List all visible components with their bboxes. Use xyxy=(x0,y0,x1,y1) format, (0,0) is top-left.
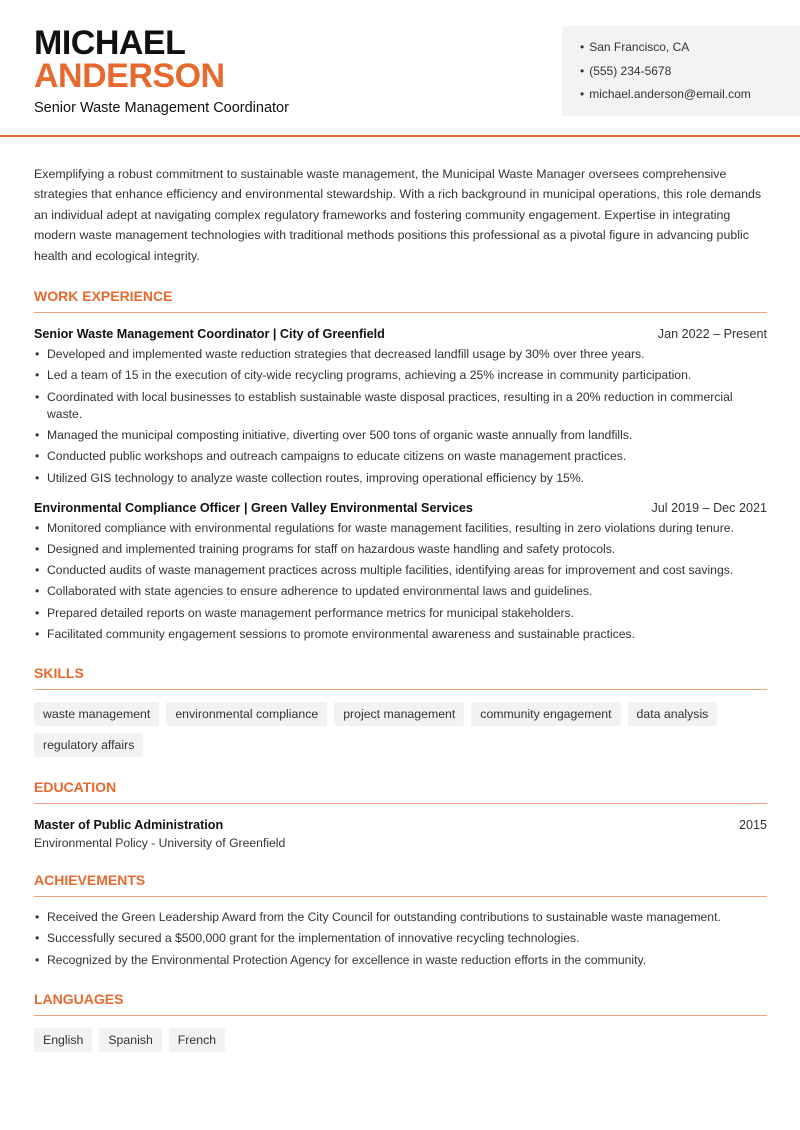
skill-tag: data analysis xyxy=(628,702,718,726)
education-detail: Environmental Policy - University of Greenfield xyxy=(34,836,286,850)
achievement-item: • Recognized by the Environmental Protection Agency for excellence in waste reduction efforts in the community. xyxy=(34,952,767,969)
bullet-item: • Utilized GIS technology to analyze waste collection routes, improving operational efficiency by 15%. xyxy=(34,470,767,487)
skill-tag: waste management xyxy=(34,702,159,726)
achievement-item: • Received the Green Leadership Award from the City Council for outstanding contributions to sustainable waste management. xyxy=(34,909,767,926)
header-divider xyxy=(0,135,800,137)
contact-box xyxy=(562,26,800,116)
bullet-item: • Coordinated with local businesses to establish sustainable waste disposal practices, resulting in a 20% reduction in commercial waste. xyxy=(34,389,767,423)
job-title: Senior Waste Management Coordinator xyxy=(34,100,289,116)
job-role: Environmental Compliance Officer | Green Valley Environmental Services xyxy=(34,500,473,515)
education-year: 2015 xyxy=(738,818,767,832)
language-tag: English xyxy=(34,1028,92,1052)
contact-location: • San Francisco, CA xyxy=(580,39,800,63)
language-tag: French xyxy=(169,1028,225,1052)
section-heading-work: WORK EXPERIENCE xyxy=(34,288,767,313)
skill-tag: regulatory affairs xyxy=(34,733,143,757)
job-header xyxy=(34,327,767,341)
bullet-item: • Monitored compliance with environmental regulations for waste management facilities, resulting in zero violations during tenure. xyxy=(34,520,767,537)
section-heading-languages: LANGUAGES xyxy=(34,991,767,1016)
summary: Exemplifying a robust commitment to sustainable waste management, the Municipal Waste Manager oversees comprehensive strategies that enhance efficiency and environmental stewardship. With a rich background in municipal operations, this role demands an individual adept at navigating complex regulatory frameworks and fostering community engagement. Expertise in integrating modern waste management technologies with traditional methods positions this professional as a pivotal figure in advancing public health and ecological integrity. xyxy=(34,167,762,263)
bullet-item: • Conducted public workshops and outreach campaigns to educate citizens on waste management practices. xyxy=(34,448,767,465)
bullet-item: • Collaborated with state agencies to ensure adherence to updated environmental laws and guidelines. xyxy=(34,583,767,600)
skill-tag: environmental compliance xyxy=(166,702,327,726)
degree: Master of Public Administration xyxy=(34,818,224,832)
bullet-item: • Managed the municipal composting initiative, diverting over 500 tons of organic waste annually from landfills. xyxy=(34,427,767,444)
bullet-item: • Conducted audits of waste management practices across multiple facilities, identifying areas for improvement and cost savings. xyxy=(34,562,767,579)
job-role: Senior Waste Management Coordinator | City of Greenfield xyxy=(34,327,385,342)
skills-list xyxy=(34,702,767,757)
section-heading-achievements: ACHIEVEMENTS xyxy=(34,872,767,897)
bullet-item: • Designed and implemented training programs for staff on hazardous waste handling and safety protocols. xyxy=(34,541,767,558)
section-heading-education: EDUCATION xyxy=(34,779,767,804)
education-entry xyxy=(34,818,767,832)
job-bullets xyxy=(34,520,767,643)
last-name: ANDERSON xyxy=(34,57,225,95)
language-tag: Spanish xyxy=(99,1028,161,1052)
first-name: MICHAEL xyxy=(34,24,186,62)
job-header xyxy=(34,501,767,515)
job-dates: Jan 2022 – Present xyxy=(657,327,767,342)
job-dates: Jul 2019 – Dec 2021 xyxy=(651,500,767,515)
job-bullets xyxy=(34,346,767,486)
languages-list xyxy=(34,1028,767,1052)
bullet-item: • Developed and implemented waste reduction strategies that decreased landfill usage by 30% over three years. xyxy=(34,346,767,363)
resume-body xyxy=(34,164,767,1052)
skill-tag: project management xyxy=(334,702,464,726)
section-heading-skills: SKILLS xyxy=(34,665,767,690)
contact-email[interactable]: • michael.anderson@email.com xyxy=(580,86,800,110)
bullet-item: • Facilitated community engagement sessions to promote environmental awareness and sustainable practices. xyxy=(34,626,767,643)
achievement-item: • Successfully secured a $500,000 grant for the implementation of innovative recycling technologies. xyxy=(34,930,767,947)
skill-tag: community engagement xyxy=(471,702,620,726)
bullet-item: • Prepared detailed reports on waste management performance metrics for municipal stakeholders. xyxy=(34,605,767,622)
contact-phone: • (555) 234-5678 xyxy=(580,63,800,87)
resume-header xyxy=(0,0,800,136)
achievements-list xyxy=(34,909,767,969)
bullet-item: • Led a team of 15 in the execution of city-wide recycling programs, achieving a 25% increase in community participation. xyxy=(34,367,767,384)
